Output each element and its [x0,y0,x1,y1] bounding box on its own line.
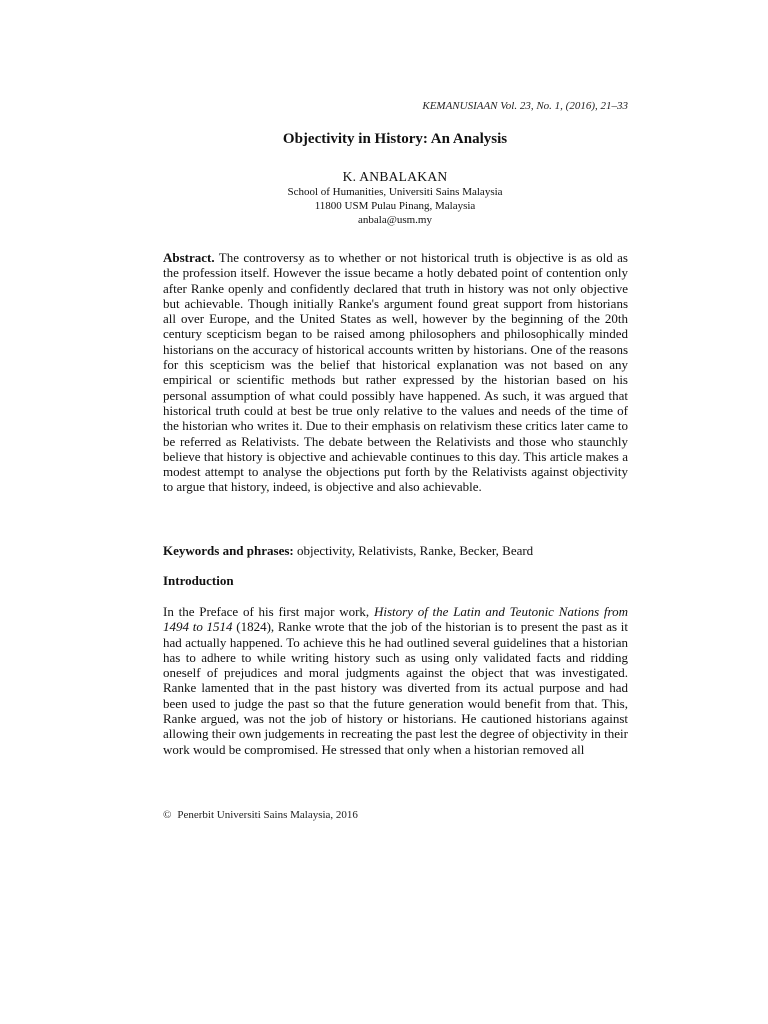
copyright-icon: © [163,809,172,821]
keywords-paragraph [163,543,628,559]
affiliation-line-1: School of Humanities, Universiti Sains Malaysia [287,186,503,198]
author-name: K. ANBALAKAN [342,169,448,184]
author-email: anbala@usm.my [358,214,432,226]
copyright-footer [163,809,358,821]
introduction-paragraph [163,604,628,757]
intro-text-rest: (1824), Ranke wrote that the job of the historian is to present the past as it had actually happened. To achieve this he had outlined several guidelines that a historian has to adhere to while writing history such as using only validated facts and ridding oneself of prejudices and moral judgments against the object that was investigated. Ranke lamented that in the past history was diverted from its actual purpose and had been used to judge the past so that the future generation would benefit from that. This, Ranke argued, was not the job of history or historians. He cautioned historians against allowing their own judgements in recreating the past lest the degree of objectivity in their work would be compromised. He stressed that only when a historian removed all [163,619,628,757]
affiliation-line-2: 11800 USM Pulau Pinang, Malaysia [314,200,476,212]
keywords-text: objectivity, Relativists, Ranke, Becker, Beard [293,543,534,558]
cited-work-title: History of the Latin and Teutonic Nations from 1494 to 1514 [163,604,628,635]
article-title: Objectivity in History: An Analysis [282,131,508,147]
abstract-label: Abstract. [163,250,215,265]
publisher-text: Penerbit Universiti Sains Malaysia, 2016 [177,809,358,821]
keywords-label: Keywords and phrases: [163,543,294,558]
abstract-paragraph [163,250,628,495]
abstract-text: The controversy as to whether or not historical truth is objective is as old as the profession itself. However the issue became a hotly debated point of contention only after Ranke openly and confidently declared that truth in history was not only objective but achievable. Though initially Ranke's argument found great support from historians all over Europe, and the United States as well, however by the beginning of the 20th century scepticism began to be raised among philosophers and philosophically minded historians on the accuracy of historical accounts written by historians. One of the reasons for this scepticism was the belief that historical explanation was not based on any empirical or scientific methods but rather expressed by the historian based on his personal assumption of what could possibly have happened. As such, it was argued that historical truth could at best be true only relative to the values and needs of the time of the historian who writes it. Due to their emphasis on relativism these critics later came to be referred as Relativists. The debate between the Relativists and those who staunchly believe that history is objective and achievable continues to this day. This article makes a modest attempt to analyse the objections put forth by the Relativists against objectivity to argue that history, indeed, is objective and also achievable. [163,250,628,495]
introduction-heading: Introduction [163,573,234,588]
author-block [0,168,768,227]
intro-text-start: In the Preface of his first major work, [163,604,374,619]
journal-citation: KEMANUSIAAN Vol. 23, No. 1, (2016), 21–33 [422,100,628,112]
